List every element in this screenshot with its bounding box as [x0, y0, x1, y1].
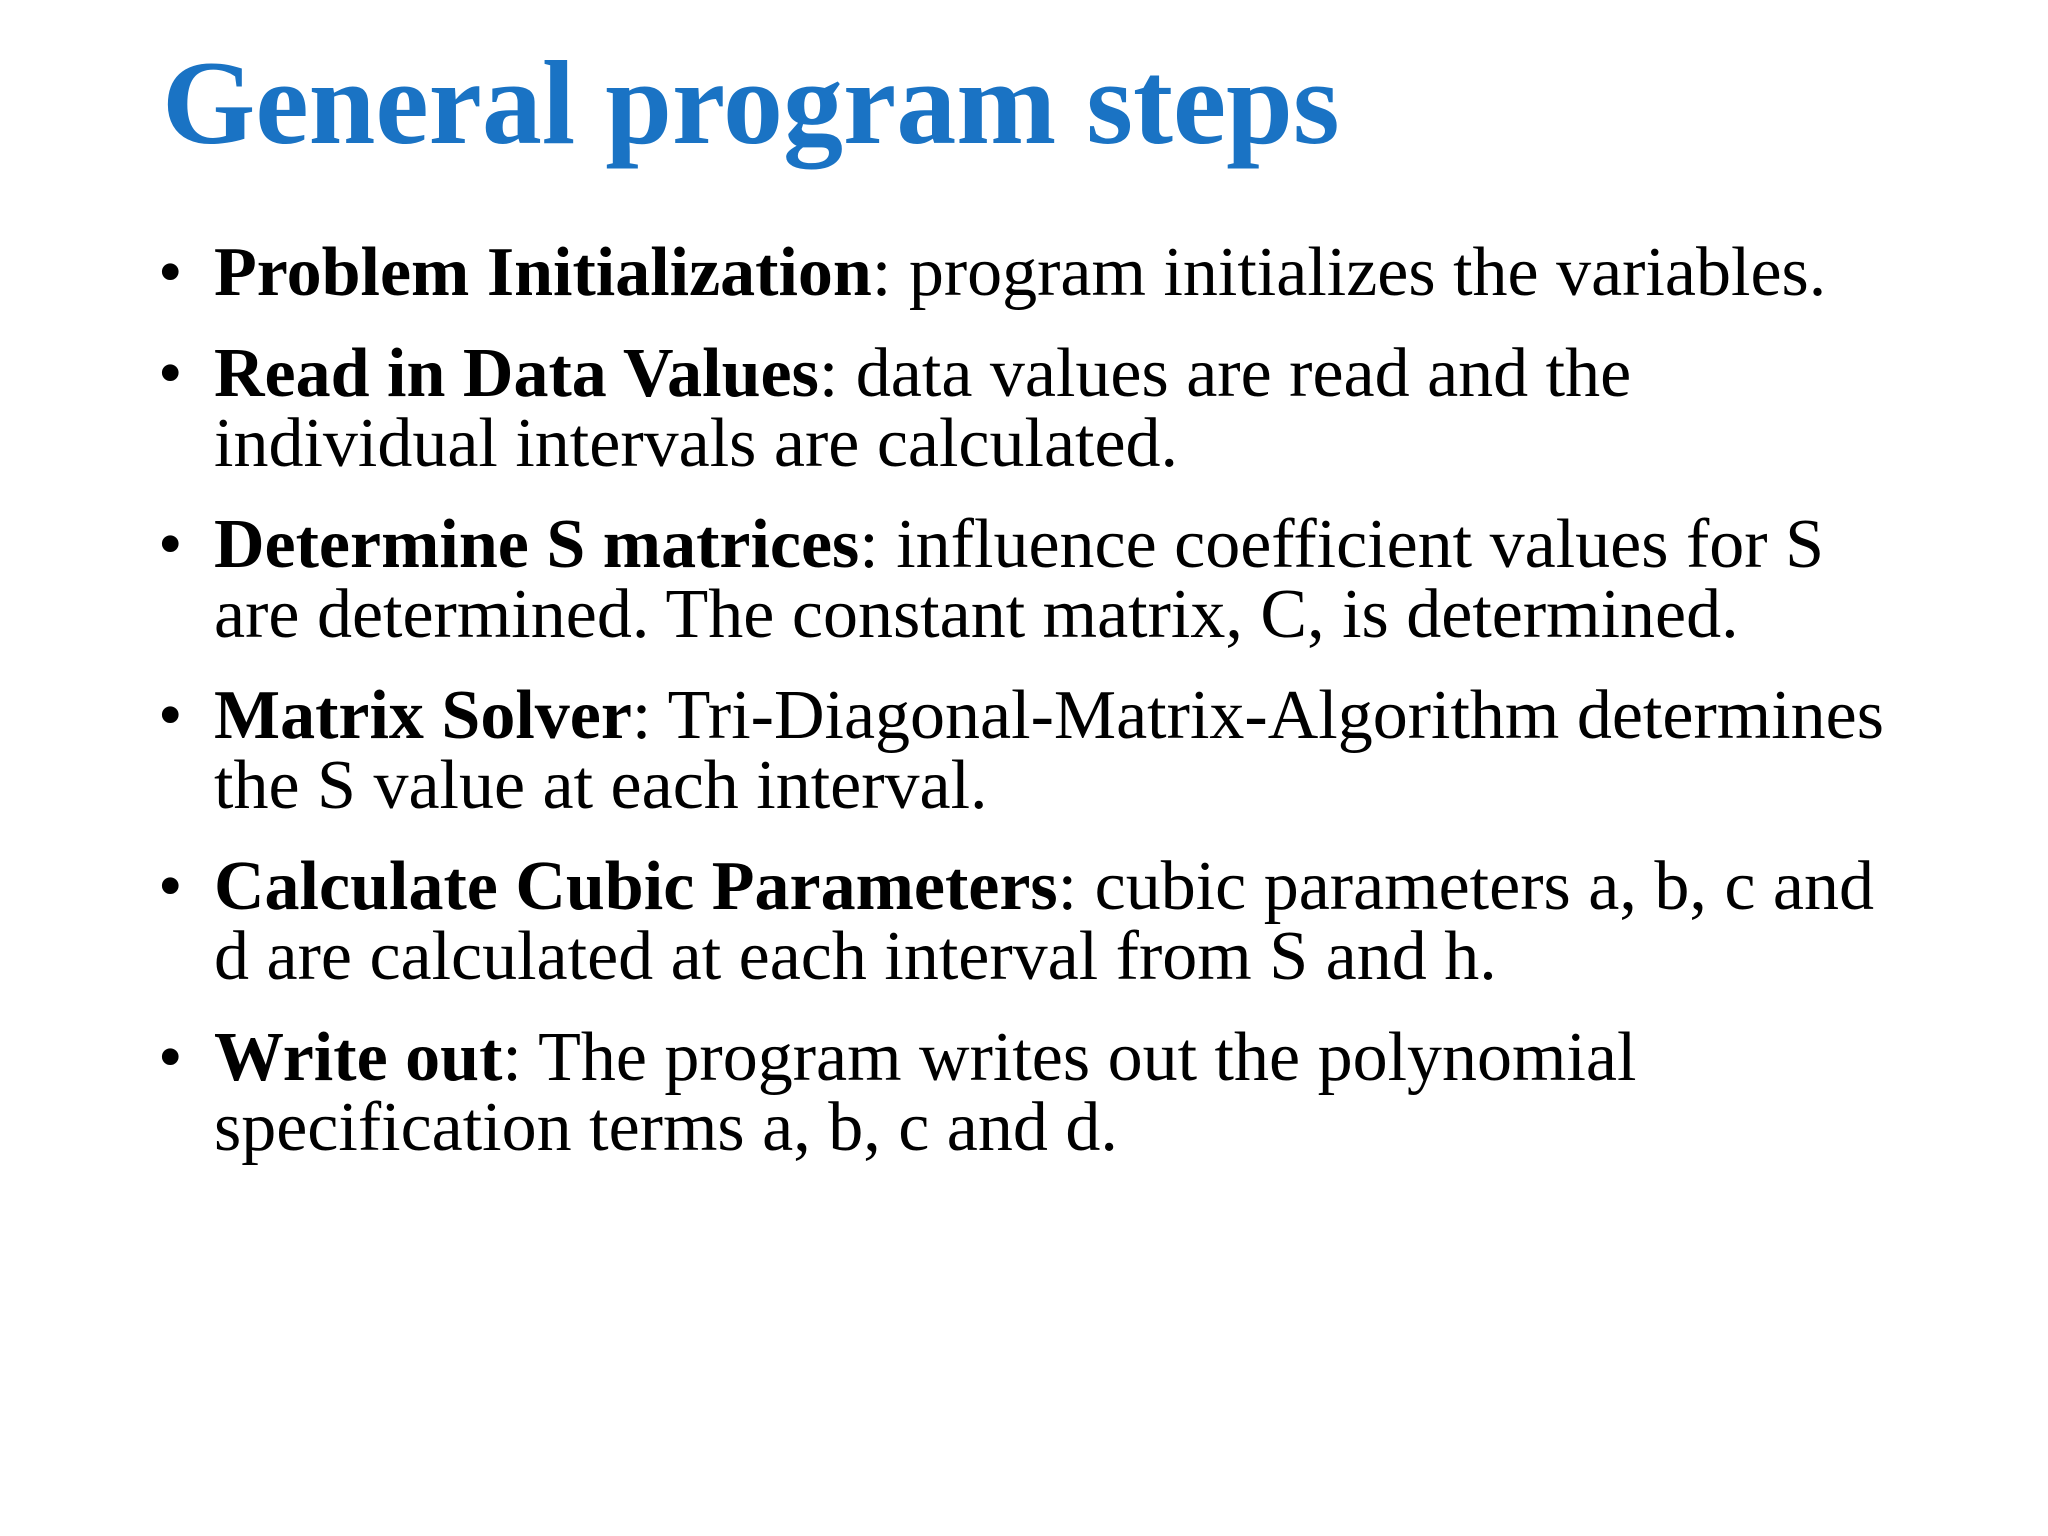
- bullet-separator: :: [871, 234, 892, 311]
- bullet-separator: :: [631, 677, 652, 754]
- bullet-item-determine-s-matrices: [158, 506, 1918, 653]
- bullet-item-read-in-data-values: [158, 335, 1918, 482]
- bullet-dot-icon: •: [158, 1019, 183, 1096]
- bullet-term: Write out: [214, 1019, 503, 1096]
- bullet-dot-icon: •: [158, 848, 183, 925]
- slide-title: General program steps: [162, 36, 1340, 169]
- bullet-term: Determine S matrices: [214, 506, 860, 583]
- bullet-text: Tri-Diagonal-Matrix-Algorithm determines the S value at each interval.: [214, 677, 1884, 824]
- bullet-text: influence coefficient values for S are determined. The constant matrix, C, is determined.: [214, 506, 1825, 653]
- bullet-dot-icon: •: [158, 677, 183, 754]
- bullet-term: Calculate Cubic Parameters: [214, 848, 1058, 925]
- bullet-term: Matrix Solver: [214, 677, 632, 754]
- bullet-item-write-out: [158, 1019, 1918, 1166]
- bullet-separator: :: [859, 506, 879, 583]
- bullet-text: data values are read and the individual intervals are calculated.: [214, 335, 1632, 482]
- bullet-separator: :: [1057, 848, 1078, 925]
- bullet-text: program initializes the variables.: [891, 234, 1827, 311]
- bullet-dot-icon: •: [158, 506, 183, 583]
- bullet-item-matrix-solver: [158, 677, 1918, 824]
- bullet-term: Problem Initialization: [214, 234, 872, 311]
- bullet-text: cubic parameters a, b, c and d are calculated at each interval from S and h.: [214, 848, 1874, 995]
- bullet-list: [158, 234, 1918, 1194]
- bullet-text: The program writes out the polynomial specification terms a, b, c and d.: [214, 1019, 1637, 1166]
- bullet-item-calculate-cubic-parameters: [158, 848, 1918, 995]
- bullet-term: Read in Data Values: [214, 335, 819, 412]
- bullet-separator: :: [502, 1019, 522, 1096]
- bullet-dot-icon: •: [158, 335, 183, 412]
- bullet-item-problem-initialization: [158, 234, 1918, 311]
- bullet-separator: :: [818, 335, 839, 412]
- bullet-dot-icon: •: [158, 234, 183, 311]
